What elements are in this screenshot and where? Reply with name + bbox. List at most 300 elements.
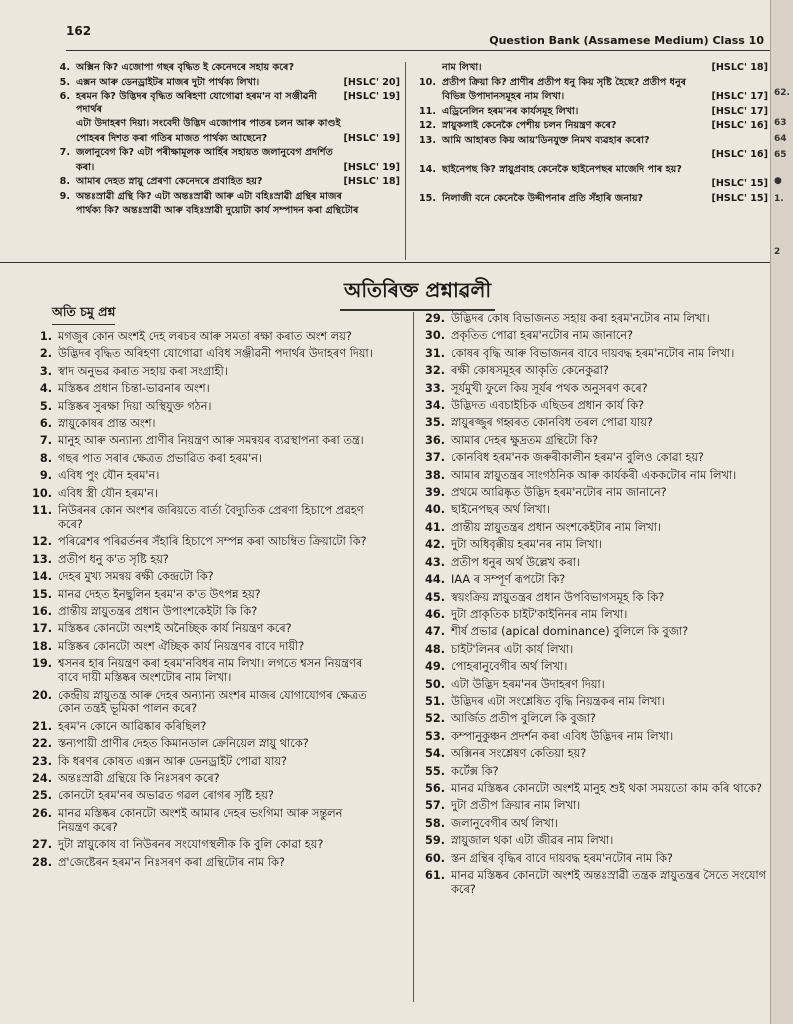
question-text-wrap xyxy=(451,503,769,517)
question-text-wrap xyxy=(58,605,412,619)
question-line xyxy=(414,193,768,206)
question-text: স্তন গ্ৰন্থিৰ বৃদ্ধিৰ বাবে দায়বদ্ধ হৰম'নটোৰ নাম কি? xyxy=(451,851,673,865)
question-number xyxy=(414,62,442,75)
question-number: 7. xyxy=(59,147,70,158)
question-number: 13. xyxy=(31,552,52,566)
question-item xyxy=(26,755,412,769)
question-item xyxy=(419,678,769,692)
question-text: আমাৰ স্নায়ুতন্ত্ৰৰ সাংগঠনিক আৰু কাৰ্যকৰী এককটোৰ নাম লিখা। xyxy=(451,468,737,482)
question-number: 15. xyxy=(31,587,52,601)
question-text xyxy=(442,178,708,191)
question-text: পৰিৱেশৰ পৰিৱৰ্তনৰ সঁহাৰি হিচাপে সম্পন্ন কৰা আচম্বিত ক্ৰিয়াটো কি? xyxy=(58,535,367,549)
question-number: 37. xyxy=(424,451,445,465)
question-line xyxy=(48,133,400,146)
question-text: হৰম'ন কোনে আৱিষ্কাৰ কৰিছিল? xyxy=(58,719,207,733)
question-number xyxy=(48,133,76,146)
question-item xyxy=(419,782,769,796)
question-line xyxy=(414,178,768,191)
question-item xyxy=(26,469,412,483)
questions-right-column xyxy=(419,312,769,900)
question-text-wrap xyxy=(451,416,769,430)
question-item xyxy=(26,553,412,567)
section-rule xyxy=(0,262,770,263)
question-text-wrap xyxy=(58,838,412,852)
question-item xyxy=(419,765,769,779)
question-text-wrap xyxy=(451,329,769,343)
question-text-continued: নিয়ন্ত্ৰণ কৰে? xyxy=(58,820,118,834)
question-text-continued: কোন তন্ত্ৰই ভূমিকা পালন কৰে? xyxy=(58,702,198,716)
question-text-wrap xyxy=(58,657,412,685)
question-text: মানৱ দেহত ইনছুলিন হৰম'ন ক'ত উৎপন্ন হয়? xyxy=(58,587,261,601)
question-number: 26. xyxy=(31,806,52,820)
question-text: ছাইনেপছৰ অৰ্থ লিখা। xyxy=(451,503,550,517)
question-text-wrap xyxy=(58,365,412,379)
question-number: 41. xyxy=(424,520,445,534)
question-text: মস্তিষ্কৰ সুৰক্ষা দিয়া অস্থিযুক্ত গঠন। xyxy=(58,399,212,413)
question-number: 17. xyxy=(31,622,52,636)
question-item xyxy=(26,434,412,448)
question-text-wrap xyxy=(451,556,769,570)
question-number xyxy=(414,178,442,191)
question-text-wrap xyxy=(58,330,412,344)
question-number xyxy=(414,149,442,162)
question-text-wrap xyxy=(451,364,769,378)
question-number: 4. xyxy=(39,382,52,396)
question-number: 58. xyxy=(424,816,445,830)
question-text: IAA ৰ সম্পূৰ্ণ ৰূপটো কি? xyxy=(451,573,566,587)
question-item xyxy=(26,400,412,414)
question-item xyxy=(419,486,769,500)
question-text: অক্সিন কি? এজোপা গছৰ বৃদ্ধিত ই কেনেদৰে সহায় কৰে? xyxy=(76,62,295,73)
question-text-wrap xyxy=(451,678,769,692)
question-number: 51. xyxy=(424,694,445,708)
question-item xyxy=(26,452,412,466)
question-text-wrap xyxy=(451,451,769,465)
question-item xyxy=(26,417,412,431)
question-number: 11. xyxy=(419,105,436,117)
question-number: 29. xyxy=(424,312,445,325)
question-line xyxy=(48,205,400,218)
question-text: আমাৰ দেহত স্নায়ু প্ৰেৰণা কেনেদৰে প্ৰবাহিত হয়? xyxy=(76,176,263,187)
question-text-wrap xyxy=(58,382,412,396)
question-number: 3. xyxy=(39,364,52,378)
question-number: 46. xyxy=(424,607,445,621)
question-text-wrap xyxy=(58,553,412,567)
question-text: স্বয়ংক্ৰিয় স্নায়ুতন্ত্ৰৰ প্ৰধান উপবিভাগসমূহ কি কি? xyxy=(451,590,665,604)
question-item xyxy=(26,330,412,344)
question-number: 5. xyxy=(59,76,70,88)
question-text: এক্সন আৰু ডেনড্ৰাইটৰ মাজৰ দুটা পাৰ্থক্য লিখা। xyxy=(76,76,260,88)
question-text-wrap xyxy=(451,591,769,605)
question-text: স্নায়ুকলাই কেনেকৈ পেশীয় চলন নিয়ন্ত্ৰণ কৰে? xyxy=(442,120,617,131)
question-text: প্ৰতীপ ক্ৰিয়া কি? প্ৰাণীৰ প্ৰতীপ ধনু কিয় সৃষ্টি হৈছে? প্ৰতীপ ধনুৰ xyxy=(442,76,687,88)
question-number: 48. xyxy=(424,642,445,656)
question-text: জলানুবেগ কি? এটা পৰীক্ষামূলক আৰ্হিৰ সহায়ত জলানুবেগ প্ৰদৰ্শিত xyxy=(76,147,333,158)
question-text: স্নায়ুকোষৰ প্ৰান্ত অংশ। xyxy=(58,417,156,431)
question-item xyxy=(26,487,412,501)
question-text: দুটা অধিবৃক্কীয় হৰম'নৰ নাম লিখা। xyxy=(451,538,603,552)
question-item xyxy=(26,856,412,870)
question-item xyxy=(419,695,769,709)
question-text-wrap xyxy=(451,852,769,866)
exam-year-tag: [HSLC' 20] xyxy=(343,76,400,88)
question-number: 25. xyxy=(31,789,52,803)
question-item xyxy=(419,852,769,866)
question-item xyxy=(26,789,412,803)
question-text-wrap xyxy=(451,782,769,796)
question-item xyxy=(26,535,412,549)
question-line xyxy=(48,62,400,75)
question-text: নাম লিখা। xyxy=(442,62,482,73)
question-text: মস্তিষ্কৰ কোনটো অংশ ঐচ্ছিক কাৰ্য নিয়ন্ত্ৰণৰ বাবে দায়ী? xyxy=(58,639,305,653)
question-number: 6. xyxy=(59,91,70,102)
question-text: স্বাদ অনুভৱ কৰাত সহায় কৰা সংগ্ৰাহী। xyxy=(58,364,228,378)
question-item xyxy=(419,434,769,448)
question-line xyxy=(48,191,400,204)
question-text-wrap xyxy=(451,347,769,361)
question-number: 10. xyxy=(31,486,52,500)
question-text-wrap xyxy=(58,469,412,483)
question-text: প্ৰথমে আৱিষ্কৃত উদ্ভিদ হৰম'নটোৰ নাম জানানে? xyxy=(451,486,667,500)
question-text: কেন্দ্ৰীয় স্নায়ুতন্ত্ৰ আৰু দেহৰ অন্যান্য অংশৰ মাজৰ যোগাযোগৰ ক্ষেত্ৰত xyxy=(58,688,367,702)
question-text-wrap xyxy=(451,643,769,657)
question-item xyxy=(419,660,769,674)
question-number: 60. xyxy=(424,851,445,865)
question-text-wrap xyxy=(58,452,412,466)
question-text: প্ৰতীপ ধনুৰ অৰ্থ উল্লেখ কৰা। xyxy=(451,555,581,569)
question-number: 18. xyxy=(31,639,52,653)
question-item xyxy=(419,503,769,517)
question-number: 7. xyxy=(39,434,52,448)
question-number: 24. xyxy=(31,772,52,786)
exam-year-tag: [HSLC' 17] xyxy=(711,91,768,102)
question-line xyxy=(48,91,400,116)
question-text-wrap xyxy=(58,622,412,636)
question-item xyxy=(26,657,412,685)
question-text-wrap xyxy=(451,521,769,535)
question-text-wrap xyxy=(451,486,769,500)
question-text-wrap xyxy=(451,834,769,848)
exam-year-tag: [HSLC' 16] xyxy=(711,149,768,160)
question-item xyxy=(419,538,769,552)
question-number: 50. xyxy=(424,677,445,691)
question-text: কোনটো হৰম'নৰ অভাৱত গৱল ৰোগৰ সৃষ্টি হয়? xyxy=(58,789,274,803)
question-text-wrap xyxy=(451,660,769,674)
question-text: মানুহ আৰু অন্যান্য প্ৰাণীৰ নিয়ন্ত্ৰণ আৰু সমন্বয়ৰ ব্যৱস্থাপনা কৰা তন্ত্ৰ। xyxy=(58,434,364,448)
exam-year-tag: [HSLC' 19] xyxy=(343,161,400,173)
question-text: নিউৰনৰ কোন অংশৰ জৰিয়তে বাৰ্তা বৈদ্যুতিক প্ৰেৰণা হিচাপে প্ৰৱহণ xyxy=(58,504,364,518)
question-item xyxy=(419,347,769,361)
question-text-wrap xyxy=(58,347,412,361)
question-number: 12. xyxy=(419,120,436,131)
question-number: 52. xyxy=(424,712,445,726)
question-number: 38. xyxy=(424,468,445,482)
question-number: 9. xyxy=(39,469,52,483)
question-item xyxy=(419,869,769,897)
question-text: এড্ৰিনেলিন হৰম'নৰ কাৰ্যসমূহ লিখা। xyxy=(442,105,579,117)
question-text-wrap xyxy=(451,625,769,639)
question-number: 42. xyxy=(424,538,445,552)
question-text: মগজুৰ কোন অংশই দেহ লৰচৰ আৰু সমতা ৰক্ষা কৰাত অংশ লয়? xyxy=(58,330,352,343)
question-text: কৰা। xyxy=(76,161,95,173)
question-text: কোষৰ বৃদ্ধি আৰু বিভাজনৰ বাবে দায়বদ্ধ হৰম'নটোৰ নাম লিখা। xyxy=(451,346,735,360)
question-text: সূৰ্যমুখী ফুলে কিয় সূৰ্যৰ পথক অনুসৰণ কৰে? xyxy=(451,381,648,395)
question-text-wrap xyxy=(58,772,412,786)
question-text-wrap xyxy=(58,417,412,431)
question-text: এবিধ পুং যৌন হৰম'ন। xyxy=(58,469,160,483)
question-number: 16. xyxy=(31,605,52,618)
question-item xyxy=(26,570,412,584)
question-line xyxy=(48,176,400,189)
header-rule xyxy=(66,50,770,51)
question-text: শীৰ্ষ প্ৰভাৱ (apical dominance) বুলিলে কি বুজা? xyxy=(451,625,689,639)
question-item xyxy=(26,640,412,654)
question-text-wrap xyxy=(58,737,412,751)
question-line xyxy=(48,162,400,175)
question-item xyxy=(26,622,412,636)
question-text: কম্পানুকুঞ্চন প্ৰদৰ্শন কৰা এবিধ উদ্ভিদৰ নাম লিখা। xyxy=(451,729,674,743)
question-text: প্ৰ'জেষ্টেৰন হৰম'ন নিঃসৰণ কৰা গ্ৰন্থিটোৰ নাম কি? xyxy=(58,855,285,869)
question-text-wrap xyxy=(58,504,412,532)
question-number: 8. xyxy=(39,451,52,465)
question-item xyxy=(419,799,769,813)
question-item xyxy=(26,347,412,361)
question-item xyxy=(419,817,769,831)
question-text-wrap xyxy=(58,400,412,414)
question-text-wrap xyxy=(451,312,769,326)
question-item xyxy=(26,382,412,396)
question-text-wrap xyxy=(451,695,769,709)
question-line xyxy=(48,118,400,131)
question-text: কি ধৰণৰ কোষত এক্সন আৰু ডেনড্ৰাইট পোৱা যায়? xyxy=(58,754,288,768)
question-text-wrap xyxy=(451,538,769,552)
question-text: প্ৰান্তীয় স্নায়ুতন্ত্ৰৰ প্ৰধান অংশকেইটাৰ নাম লিখা। xyxy=(451,520,662,534)
question-text-wrap xyxy=(58,535,412,549)
question-text: দুটা প্ৰাকৃতিক চাইট'কাইনিনৰ নাম লিখা। xyxy=(451,607,628,621)
question-number: 9. xyxy=(59,190,70,202)
question-number: 14. xyxy=(31,570,52,584)
question-text: শ্বসনৰ হাৰ নিয়ন্ত্ৰণ কৰা হৰম'নবিধৰ নাম লিখা। লগতে শ্বসন নিয়ন্ত্ৰণৰ xyxy=(58,657,363,671)
question-number: 54. xyxy=(424,747,445,761)
question-text: মানৱ মস্তিষ্কৰ কোনটো অংশই মানুহ শুই থকা সময়তো কাম কৰি থাকে? xyxy=(451,781,763,795)
question-text-wrap xyxy=(58,487,412,501)
question-number: 2. xyxy=(39,347,52,361)
question-item xyxy=(419,382,769,396)
question-text: প্ৰতীপ ধনু ক'ত সৃষ্টি হয়? xyxy=(58,552,169,566)
adjacent-page-text: 62. xyxy=(774,88,790,98)
book-title: Question Bank (Assamese Medium) Class 10 xyxy=(489,34,764,47)
question-text: প্ৰান্তীয় স্নায়ুতন্ত্ৰৰ প্ৰধান উপাংশকেইটা কি কি? xyxy=(58,605,258,618)
question-text: আৰ্জিত প্ৰতীপ বুলিলে কি বুজা? xyxy=(451,712,596,726)
question-item xyxy=(419,556,769,570)
question-number: 39. xyxy=(424,486,445,500)
question-text: স্তন্যপায়ী প্ৰাণীৰ দেহত কিমানডাল ক্ৰেনিয়েল স্নায়ু থাকে? xyxy=(58,737,309,751)
question-text: স্নায়ুজাল থকা এটা জীৱৰ নাম লিখা। xyxy=(451,834,614,848)
question-text-wrap xyxy=(58,856,412,870)
previous-questions-left xyxy=(48,62,400,220)
question-number: 47. xyxy=(424,625,445,639)
question-text: পোহৰৰ দিশত কৰা গতিৰ মাজত পাৰ্থক্য আছেনে? xyxy=(76,132,268,144)
question-number: 19. xyxy=(31,657,52,671)
question-item xyxy=(419,747,769,761)
question-text: উদ্ভিদত এবচাইচিক এছিডৰ প্ৰধান কাৰ্য কি? xyxy=(451,399,645,413)
question-number: 6. xyxy=(39,417,52,431)
question-item xyxy=(26,737,412,751)
question-number: 45. xyxy=(424,590,445,604)
question-item xyxy=(26,605,412,619)
adjacent-page-text: 1. xyxy=(774,194,784,204)
exam-year-tag: [HSLC' 19] xyxy=(343,91,400,102)
question-number: 49. xyxy=(424,660,445,674)
question-text: কোনবিধ হৰম'নক জৰুৰীকালীন হৰম'ন বুলিও কোৱা হয়? xyxy=(451,451,704,465)
question-number: 8. xyxy=(59,176,70,187)
question-item xyxy=(419,573,769,587)
question-line xyxy=(414,149,768,162)
question-item xyxy=(419,416,769,430)
question-text: গছৰ পাত সৰাৰ ক্ষেত্ৰত প্ৰভাৱিত কৰা হৰম'ন। xyxy=(58,451,262,465)
question-line xyxy=(414,62,768,75)
question-text-wrap xyxy=(58,570,412,584)
question-text: মস্তিষ্কৰ প্ৰধান চিন্তা-ভাৱনাৰ অংশ। xyxy=(58,382,210,396)
question-number xyxy=(48,162,76,175)
page-number: 162 xyxy=(66,24,92,38)
question-item xyxy=(419,730,769,744)
question-text: অক্সিনৰ সংশ্লেষণ কেতিয়া হয়? xyxy=(451,747,587,761)
questions-left-column xyxy=(26,330,412,873)
question-text-wrap xyxy=(58,689,412,717)
question-text-wrap xyxy=(451,573,769,587)
question-number: 56. xyxy=(424,781,445,795)
question-text-wrap xyxy=(451,712,769,726)
question-text: এটা উদাহৰণ দিয়া। সংবেদী উদ্ভিদ এজোপাৰ পাতৰ চলন আৰু কাণ্ডই xyxy=(76,118,341,129)
question-number: 31. xyxy=(424,346,445,360)
question-text-wrap xyxy=(451,399,769,413)
question-text: অন্তঃস্ৰাৱী গ্ৰন্থি কি? এটা অন্তঃস্ৰাৱী আৰু এটা বহিঃস্ৰাৱী গ্ৰন্থিৰ মাজৰ xyxy=(76,190,342,202)
question-text-wrap xyxy=(451,608,769,622)
question-item xyxy=(26,504,412,532)
question-text-wrap xyxy=(451,869,769,897)
question-item xyxy=(419,364,769,378)
question-line xyxy=(414,106,768,119)
question-number: 27. xyxy=(31,838,52,852)
question-text: প্ৰকৃতিত পোৱা হৰম'নটোৰ নাম জানানে? xyxy=(451,329,634,343)
question-line xyxy=(414,120,768,133)
question-item xyxy=(26,720,412,734)
question-text: বিভিন্ন উপাদানসমূহৰ নাম লিখা। xyxy=(442,91,565,102)
question-text-wrap xyxy=(58,588,412,602)
question-text: এটা উদ্ভিদ হৰম'নৰ উদাহৰণ দিয়া। xyxy=(451,677,605,691)
question-number: 35. xyxy=(424,416,445,430)
question-number: 59. xyxy=(424,834,445,848)
question-text: চাইট'লিনৰ এটা কাৰ্য লিখা। xyxy=(451,642,574,656)
question-item xyxy=(419,591,769,605)
question-line xyxy=(414,164,768,177)
question-item xyxy=(419,312,769,326)
adjacent-page-text: 65 xyxy=(774,150,787,160)
question-text: দুটা স্নায়ুকোষ বা নিউৰনৰ সংযোগস্থলীক কি বুলি কোৱা হয়? xyxy=(58,838,324,852)
question-item xyxy=(26,807,412,835)
question-number: 40. xyxy=(424,503,445,517)
question-text-continued: কৰে? xyxy=(451,882,476,896)
question-text-wrap xyxy=(58,434,412,448)
question-line xyxy=(414,91,768,104)
question-number: 15. xyxy=(419,192,436,204)
question-item xyxy=(419,469,769,483)
question-number: 4. xyxy=(59,62,70,73)
column-divider xyxy=(413,312,414,1002)
question-item xyxy=(26,689,412,717)
question-text: মানৱ মস্তিষ্কৰ কোনটো অংশই অন্তঃস্ৰাৱী তন্ত্ৰক স্নায়ুতন্ত্ৰৰ সৈতে সংযোগ xyxy=(451,869,767,882)
question-item xyxy=(419,834,769,848)
question-text-wrap xyxy=(58,789,412,803)
exam-year-tag: [HSLC' 18] xyxy=(343,176,400,187)
question-text: উদ্ভিদৰ বৃদ্ধিত অৰিহণা যোগোৱা এবিধ সঞ্জীৱনী পদাৰ্থৰ উদাহৰণ দিয়া। xyxy=(58,347,373,361)
exam-year-tag: [HSLC' 15] xyxy=(711,192,768,204)
question-number: 34. xyxy=(424,399,445,413)
question-text: মস্তিষ্কৰ কোনটো অংশই অনৈচ্ছিক কাৰ্য নিয়ন্ত্ৰণ কৰে? xyxy=(58,622,292,636)
question-text: দুটা প্ৰতীপ ক্ৰিয়াৰ নাম লিখা। xyxy=(451,799,581,813)
question-number xyxy=(414,91,442,104)
exam-year-tag: [HSLC' 18] xyxy=(711,62,768,73)
subsection-title: অতি চমু প্ৰশ্ন xyxy=(52,304,115,325)
question-text-wrap xyxy=(451,382,769,396)
question-number: 28. xyxy=(31,855,52,869)
exam-year-tag: [HSLC' 16] xyxy=(711,120,768,131)
question-number: 14. xyxy=(419,163,436,175)
question-number: 44. xyxy=(424,573,445,587)
question-text-wrap xyxy=(451,799,769,813)
question-number: 53. xyxy=(424,729,445,743)
question-text: ৰক্ষী কোষসমূহৰ আকৃতি কেনেকুৱা? xyxy=(451,364,609,378)
question-item xyxy=(419,608,769,622)
question-text-wrap xyxy=(451,730,769,744)
question-item xyxy=(419,712,769,726)
question-number: 20. xyxy=(31,688,52,702)
question-text-continued: কৰে? xyxy=(58,517,83,531)
exam-year-tag: [HSLC' 15] xyxy=(711,178,768,189)
question-line xyxy=(48,147,400,160)
section-title: অতিৰিক্ত প্ৰশ্নাৱলী xyxy=(340,276,495,311)
question-text-wrap xyxy=(451,817,769,831)
question-text: ছাইনেপছ কি? স্নায়ুপ্ৰবাহ কেনেকৈ ছাইনেপছৰ মাজেদি পাৰ হয়? xyxy=(442,163,682,175)
question-number: 5. xyxy=(39,399,52,413)
question-text-wrap xyxy=(451,765,769,779)
question-item xyxy=(26,838,412,852)
question-text: আমি আহাৰত কিয় আয়'ডিনযুক্ত নিমখ ব্যৱহাৰ কৰো? xyxy=(442,134,650,146)
question-text: আমাৰ দেহৰ ক্ষুদ্ৰতম গ্ৰন্থিটো কি? xyxy=(451,433,599,447)
question-number xyxy=(48,118,76,131)
question-item xyxy=(26,588,412,602)
question-text-wrap xyxy=(58,720,412,734)
question-item xyxy=(419,625,769,639)
question-text: অন্তঃস্ৰাৱী গ্ৰন্থিয়ে কি নিঃসৰণ কৰে? xyxy=(58,772,220,786)
adjacent-page-text: ● xyxy=(774,176,782,186)
question-item xyxy=(419,521,769,535)
question-number: 43. xyxy=(424,555,445,569)
question-line xyxy=(48,77,400,90)
question-text: মানৱ মস্তিষ্কৰ কোনটো অংশই আমাৰ দেহৰ ভংগিমা আৰু সন্তুলন xyxy=(58,806,343,820)
question-text: হৰমন কি? উদ্ভিদৰ বৃদ্ধিত অৰিহণা যোগোৱা হৰম'ন বা সঞ্জীৱনী পদাৰ্থৰ xyxy=(76,91,317,115)
question-text-wrap xyxy=(451,469,769,483)
question-text-continued: বাবে দায়ী মস্তিষ্কৰ অংশটোৰ নাম লিখা। xyxy=(58,671,232,685)
question-number: 33. xyxy=(424,381,445,395)
question-number: 22. xyxy=(31,737,52,751)
adjacent-page-text: 63 xyxy=(774,118,787,128)
exam-year-tag: [HSLC' 19] xyxy=(343,132,400,144)
question-item xyxy=(419,329,769,343)
question-text: নিলাজী বনে কেনেকৈ উদ্দীপনাৰ প্ৰতি সঁহাৰি জনায়? xyxy=(442,192,644,204)
question-number: 10. xyxy=(419,76,436,88)
